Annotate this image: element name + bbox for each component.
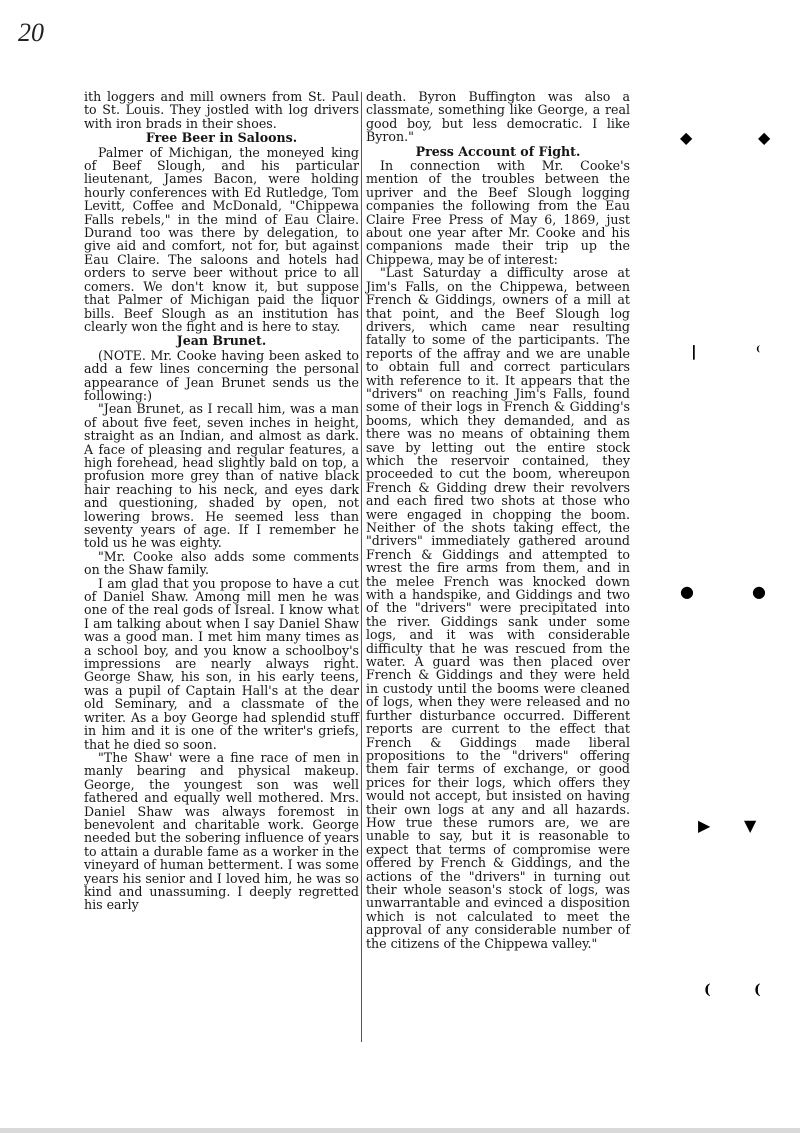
heading-press-account: Press Account of Fight. (415, 143, 581, 159)
heading-free-beer: Free Beer in Saloons. (145, 130, 298, 146)
left-paragraph-3: "Jean Brunet, as I recall him, was a man of about five feet, seven inches in height, straight as an Indian, and almost as dark. A face of pleasing and regular features, a high forehead, head slightly bald on top, a profusion more grey than of native black hair reaching to his neck, and eyes dark and questioning, shaded by open, not lowering brows. He seemed less than seventy years of age. If I remember he told us he was eighty. (84, 401, 359, 551)
scan-mark: ● (680, 582, 694, 601)
scan-mark: ● (752, 582, 766, 601)
left-paragraph-4: "Mr. Cooke also adds some comments on the Shaw family. (84, 548, 359, 578)
left-paragraph-1: Palmer of Michigan, the moneyed king of Beef Slough, and his particular lieutenant, James Bacon, were holding hourly conferences with Ed Rutledge, Tom Levitt, Coffee and McDonald, "Chippewa Falls rebels," in the mind of Eau Claire. Durand too was there by delegation, to give aid and comfort, not for, but against Eau Claire. The saloons and hotels had orders to serve beer without price to all comers. We don't know it, but suppose that Palmer of Michigan paid the liquor bills. Beef Slough as an institution has clearly won the fight and is here to stay. (84, 144, 359, 334)
left-paragraph-6: "The Shaw' were a fine race of men in manly bearing and physical makeup. George, the youngest son was well fathered and equally well mothered. Mrs. Daniel Shaw was always foremost in benevolent and charitable work. George needed but the sobering influence of years to attain a durable fame as a worker in the vineyard of human betterment. I was some years his senior and I loved him, he was so kind and unassuming. I deeply regretted his early (84, 749, 359, 913)
scan-mark: ◆ (680, 128, 693, 147)
right-paragraph-3: "Last Saturday a difficulty arose at Jim's Falls, on the Chippewa, between French & Giddings, owners of a mill at that point, and the Beef Slough log drivers, which came near resulting fatally to some of the participants. The reports of the affray and we are unable to obtain full and correct particulars with reference to it. It appears that the "drivers" on reaching Jim's Falls, found some of their logs in French & Gidding's booms, which they demanded, and as there was no means of obtaining them save by letting out the entire stock which the reservoir contained, they proceeded to cut the boom, whereupon French & Gidding drew their revolvers and each fired two shots at those who were engaged in chopping the boom. Neither of the shots taking effect, the "drivers" immediately gathered around French & Giddings and attempted to wrest the fire arms from them, and in the melee French was knocked down with a handspike, and Giddings and two of the "drivers" were precipitated into the river. Giddings sank under some logs, and it was with considerable difficulty that he was rescued from the water. A guard was then placed over French & Giddings and they were held in custody until the booms were cleaned of logs, when they were released and no further disturbance occurred. Different reports are current to the effect that French & Giddings made liberal propositions to the "drivers" offering them fair terms of exchange, or good prices for their logs, which offers they would not accept, but insisted on having their own logs at any and all hazards. How true these rumors are, we are unable to say, but it is reasonable to expect that terms of compromise were offered by French & Giddings, and the actions of the "drivers" in turning out their whole season's stock of logs, was unwarrantable and evinced a disposition which is not calculated to meet the approval of any considerable number of the citizens of the Chippewa valley." (366, 265, 630, 951)
scan-mark: ( (754, 982, 761, 998)
left-column (84, 90, 359, 912)
left-intro-paragraph: ith loggers and mill owners from St. Paul to St. Louis. They jostled with log drivers with iron brads in their shoes. (84, 89, 359, 131)
scan-edge (0, 1128, 800, 1133)
heading-jean-brunet: Jean Brunet. (176, 333, 267, 349)
right-paragraph-2: In connection with Mr. Cooke's mention of the troubles between the upriver and the Beef Slough logging companies the following from the Eau Claire Free Press of May 6, 1869, just about one year after Mr. Cooke and his companions made their trip up the Chippewa, may be of interest: (366, 158, 630, 267)
scan-mark: ▶ (698, 816, 711, 835)
right-column (366, 90, 630, 950)
right-paragraph-1: death. Byron Buffington was also a classmate, something like George, a real good boy, but less democratic. I like Byron." (366, 89, 630, 145)
scan-mark: ❘ (688, 344, 700, 360)
page-number: 20 (18, 18, 44, 47)
left-paragraph-5: I am glad that you propose to have a cut of Daniel Shaw. Among mill men he was one of the real gods of Isreal. I know what I am talking about when I say Daniel Shaw was a good man. I met him many times as a school boy, and you know a schoolboy's impressions are nearly always right. George Shaw, his son, in his early teens, was a pupil of Captain Hall's at the dear old Seminary, and a classmate of the writer. As a boy George had splendid stuff in him and it is one of the writer's griefs, that he died so soon. (84, 575, 359, 752)
scan-mark: ◆ (758, 128, 771, 147)
scan-mark: ⁽ (756, 344, 761, 360)
scan-mark: ▼ (744, 816, 757, 835)
scan-mark: ( (704, 982, 711, 998)
left-paragraph-2: (NOTE. Mr. Cooke having been asked to add a few lines concerning the personal appearance of Jean Brunet sends us the following:) (84, 347, 359, 403)
column-divider (361, 92, 362, 1042)
